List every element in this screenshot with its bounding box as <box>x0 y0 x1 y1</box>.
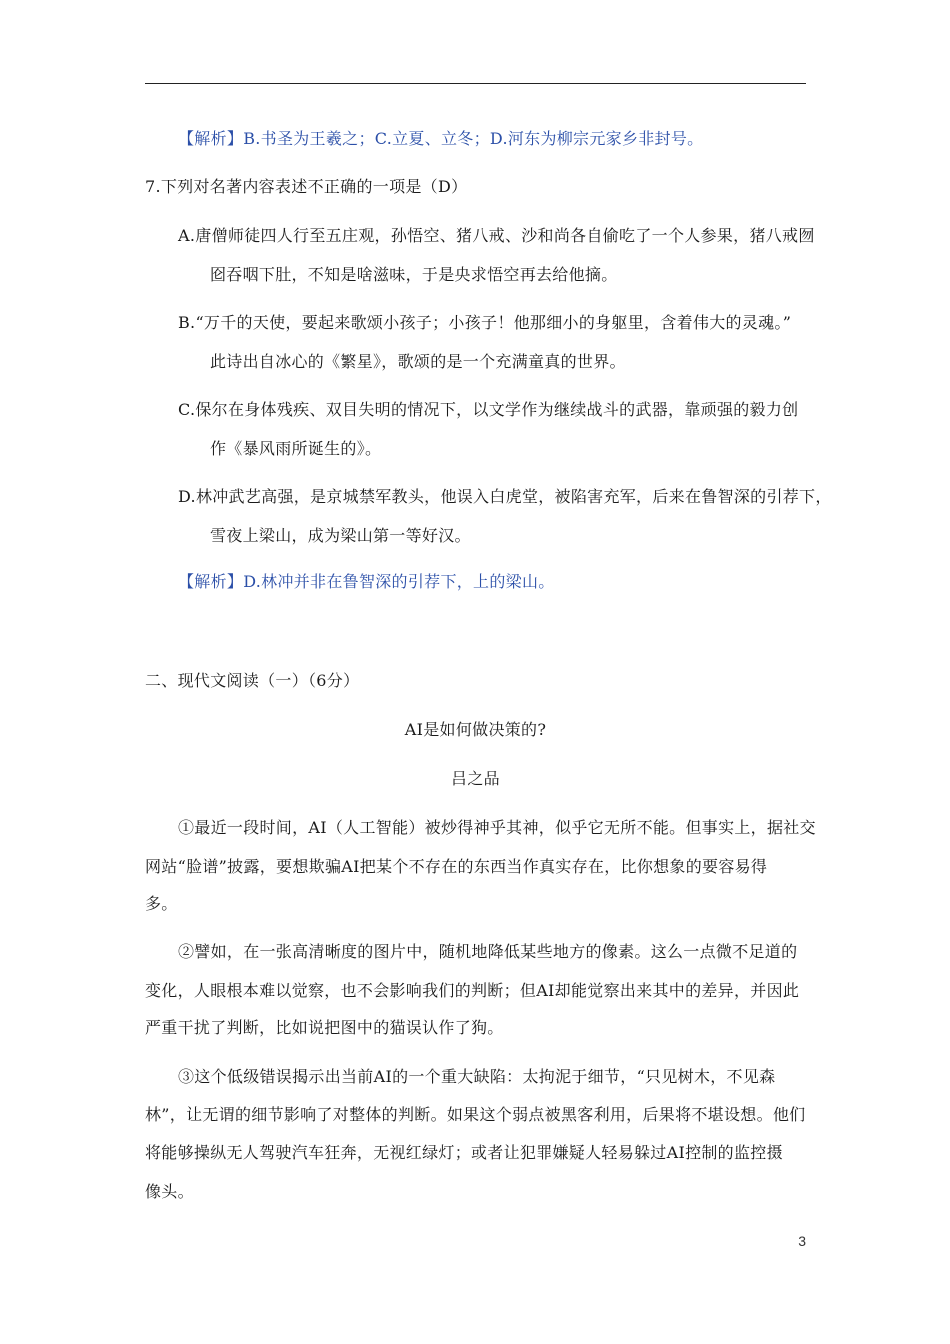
paragraph-1-line-1: ①最近一段时间，AI（人工智能）被炒得神乎其神，似乎它无所不能。但事实上，据社交 <box>178 818 816 837</box>
paragraph-2-line-3: 严重干扰了判断，比如说把图中的猫误认作了狗。 <box>145 1018 504 1037</box>
option-a-line-1: A.唐僧师徒四人行至五庄观，孙悟空、猪八戒、沙和尚各自偷吃了一个人参果，猪八戒囫 <box>178 226 815 245</box>
question-7-stem: 7.下列对名著内容表述不正确的一项是（D） <box>145 177 468 196</box>
section-2-heading: 二、现代文阅读（一）（6分） <box>145 671 360 690</box>
option-d-line-2: 雪夜上梁山，成为梁山第一等好汉。 <box>210 526 471 545</box>
header-rule <box>145 83 806 84</box>
option-b-line-2: 此诗出自冰心的《繁星》，歌颂的是一个充满童真的世界。 <box>210 352 626 371</box>
page-number: 3 <box>798 1233 806 1249</box>
paragraph-3-line-3: 将能够操纵无人驾驶汽车狂奔，无视红绿灯；或者让犯罪嫌疑人轻易躲过AI控制的监控摄 <box>145 1143 783 1162</box>
paragraph-2-line-1: ②譬如，在一张高清晰度的图片中，随机地降低某些地方的像素。这么一点微不足道的 <box>178 942 798 961</box>
paragraph-2-line-2: 变化，人眼根本难以觉察，也不会影响我们的判断；但AI却能觉察出来其中的差异，并因此 <box>145 981 800 1000</box>
analysis-q7: 【解析】D.林冲并非在鲁智深的引荐下，上的梁山。 <box>178 572 555 591</box>
paragraph-1-line-3: 多。 <box>145 894 178 913</box>
paragraph-1-line-2: 网站“脸谱”披露，要想欺骗AI把某个不存在的东西当作真实存在，比你想象的要容易得 <box>145 857 768 876</box>
option-d-line-1: D.林冲武艺高强，是京城禁军教头，他误入白虎堂，被陷害充军，后来在鲁智深的引荐下， <box>178 487 832 506</box>
option-c-line-2: 作《暴风雨所诞生的》。 <box>210 439 382 458</box>
paragraph-3-line-4: 像头。 <box>145 1182 194 1201</box>
article-author: 吕之品 <box>451 769 500 788</box>
paragraph-3-line-2: 林”，让无谓的细节影响了对整体的判断。如果这个弱点被黑客利用，后果将不堪设想。他们 <box>145 1105 806 1124</box>
option-c-line-1: C.保尔在身体残疾、双目失明的情况下，以文学作为继续战斗的武器，靠顽强的毅力创 <box>178 400 799 419</box>
paragraph-3-line-1: ③这个低级错误揭示出当前AI的一个重大缺陷：太拘泥于细节，“只见树木，不见森 <box>178 1067 776 1086</box>
option-a-line-2: 囵吞咽下肚，不知是啥滋味，于是央求悟空再去给他摘。 <box>210 265 618 284</box>
option-b-line-1: B.“万千的天使，要起来歌颂小孩子；小孩子！他那细小的身躯里，含着伟大的灵魂。” <box>178 313 792 332</box>
article-title: AI是如何做决策的? <box>404 720 547 739</box>
analysis-q6: 【解析】B.书圣为王羲之；C.立夏、立冬；D.河东为柳宗元家乡非封号。 <box>178 129 704 148</box>
